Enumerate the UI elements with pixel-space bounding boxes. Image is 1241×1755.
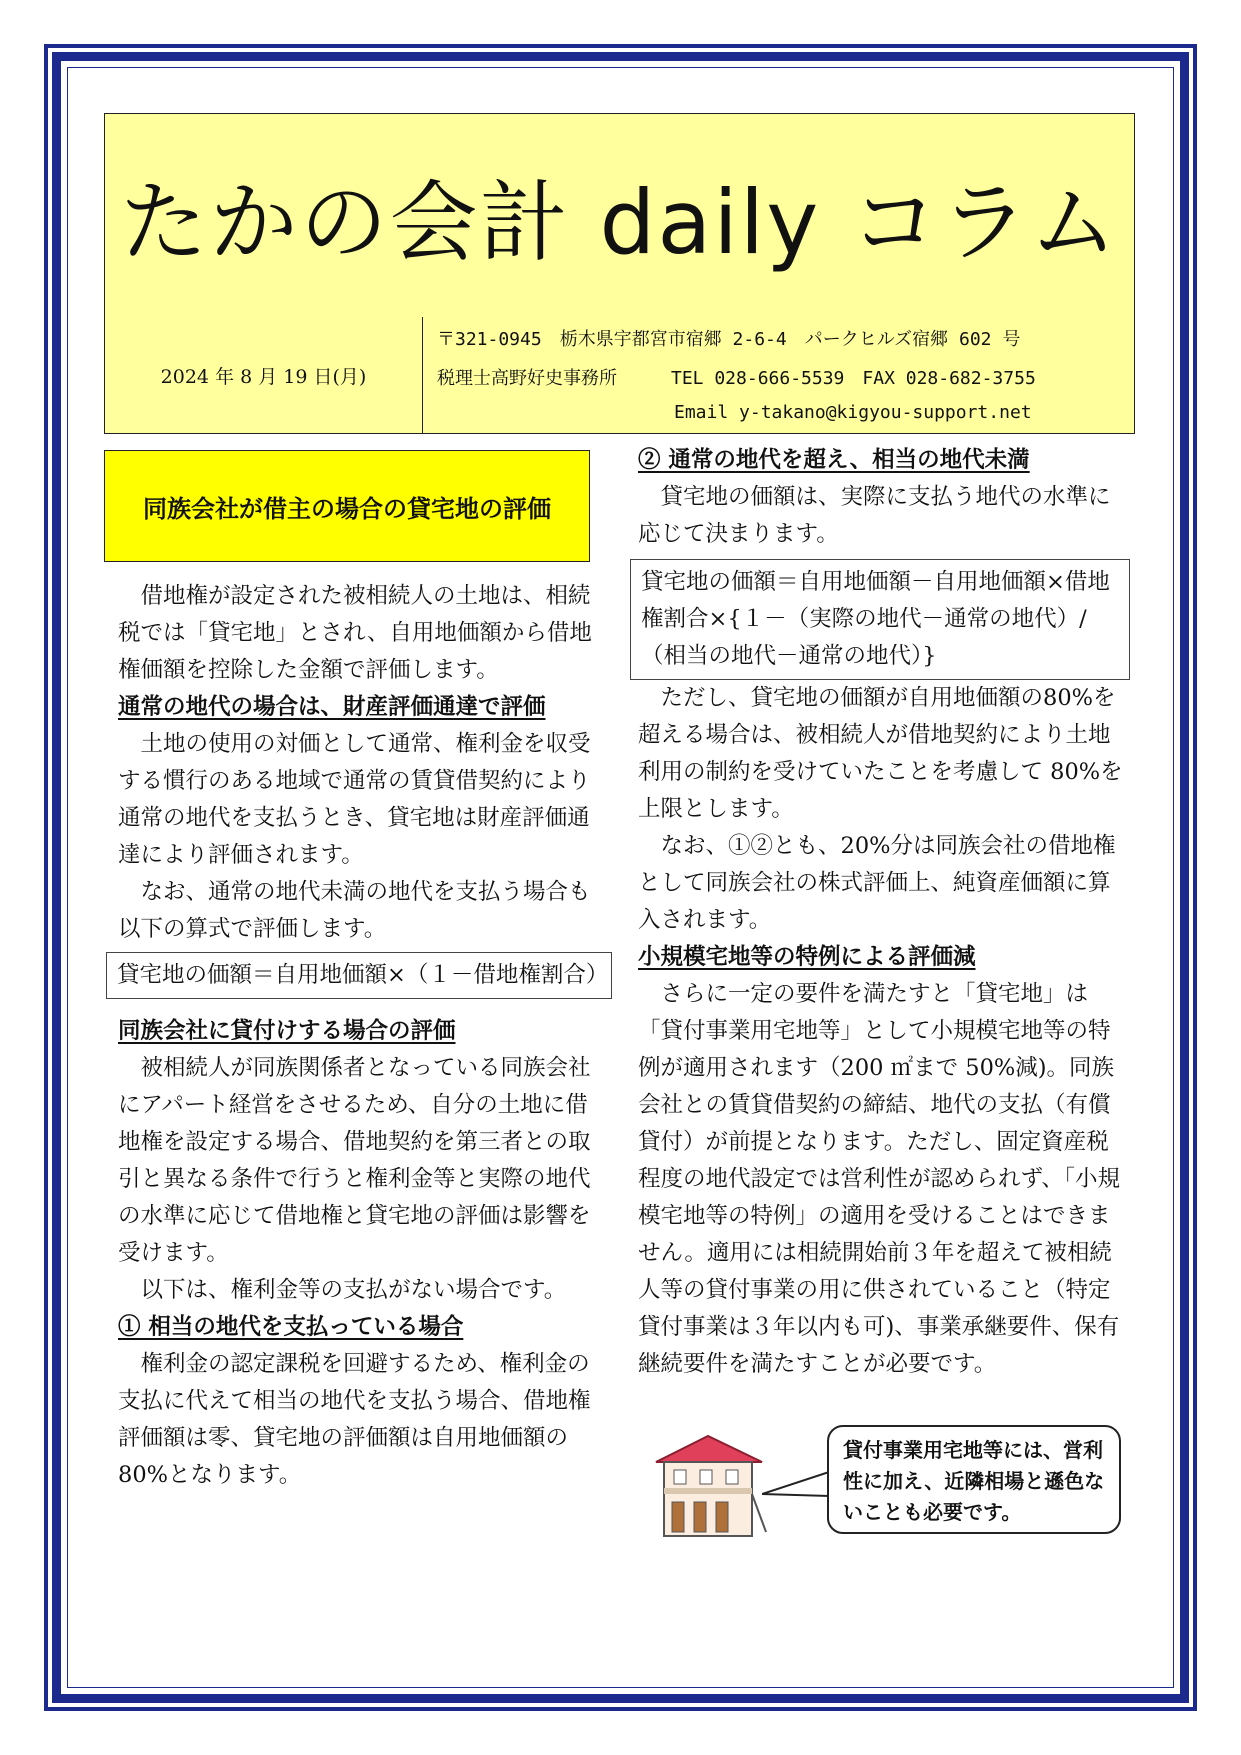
office-email[interactable]: Email y-takano@kigyou-support.net: [674, 402, 1032, 423]
office-address: 〒321-0945 栃木県宇都宮市宿郷 2-6-4 パークヒルズ宿郷 602 号: [437, 329, 1021, 350]
intro-paragraph: 借地権が設定された被相続人の土地は、相続税では「貸宅地」とされ、自用地価額から借地権価額を控除した金額で評価します。: [118, 583, 592, 683]
section-heading-small-land: 小規模宅地等の特例による評価減: [638, 944, 976, 970]
section-heading-fair-rent: ① 相当の地代を支払っている場合: [118, 1314, 464, 1340]
formula-box-1: 貸宅地の価額＝自用地価額×（１－借地権割合）: [106, 952, 612, 999]
formula-box-2: 貸宅地の価額＝自用地価額－自用地価額×借地権割合×{１－（実際の地代－通常の地代）/（相当の地代－通常の地代）}: [630, 559, 1130, 680]
article-title-box: [104, 450, 590, 562]
right-column: [638, 442, 1130, 1383]
masthead-info: [104, 317, 1135, 434]
house-illustration: [650, 1432, 768, 1540]
section-heading-normal-rent: 通常の地代の場合は、財産評価通達で評価: [118, 694, 546, 720]
paragraph-small-land: さらに一定の要件を満たすと「貸宅地」は「貸付事業用宅地等」として小規模宅地等の特例が適用されます（200 ㎡まで 50%減)。同族会社との賃貸借契約の締結、地代の支払（有償貸付）が前提となります。ただし、固定資産税程度の地代設定では営利性が認められず、「小規模宅地等の特例」の適用を受けることはできません。適用には相続開始前３年を超えて被相続人等の貸付事業の用に供されていること（特定貸付事業は３年以内も可)、事業承継要件、保有継続要件を満たすことが必要です。: [638, 981, 1120, 1377]
paragraph-between-rents: 貸宅地の価額は、実際に支払う地代の水準に応じて決まります。: [638, 484, 1111, 547]
issue-date: 2024 年 8 月 19 日(月): [105, 317, 423, 433]
paragraph-no-premium: 以下は、権利金等の支払がない場合です。: [140, 1277, 567, 1303]
office-contact: 税理士高野好史事務所 TEL 028-666-5539 FAX 028-682-3755: [437, 368, 1036, 389]
speech-bubble: 貸付事業用宅地等には、営利性に加え、近隣相場と遜色ないことも必要です。: [827, 1425, 1121, 1534]
left-column: [118, 578, 610, 1494]
section-heading-between-rents: ② 通常の地代を超え、相当の地代未満: [638, 447, 1030, 473]
masthead: [104, 113, 1135, 318]
paragraph-upper-limit: ただし、貸宅地の価額が自用地価額の80%を超える場合は、被相続人が借地契約により土地利用の制約を受けていたことを考慮して 80%を上限とします。: [638, 685, 1123, 822]
paragraph-normal-rent: 土地の使用の対価として通常、権利金を収受する慣行のある地域で通常の賃貸借契約により通常の地代を支払うとき、貸宅地は財産評価通達により評価されます。: [118, 731, 591, 868]
article-title: 同族会社が借主の場合の貸宅地の評価: [143, 494, 551, 523]
paragraph-below-normal: なお、通常の地代未満の地代を支払う場合も以下の算式で評価します。: [118, 879, 591, 942]
paragraph-fair-rent: 権利金の認定課税を回避するため、権利金の支払に代えて相当の地代を支払う場合、借地権評価額は零、貸宅地の評価額は自用地価額の 80%となります。: [118, 1351, 591, 1488]
paragraph-family-company: 被相続人が同族関係者となっている同族会社にアパート経営をさせるため、自分の土地に借地権を設定する場合、借地契約を第三者との取引と異なる条件で行うと権利金等と実際の地代の水準に応じて借地権と貸宅地の評価は影響を受けます。: [118, 1055, 591, 1266]
speech-bubble-tail: [762, 1466, 832, 1506]
paragraph-twenty-percent: なお、①②とも、20%分は同族会社の借地権として同族会社の株式評価上、純資産価額に算入されます。: [638, 833, 1116, 933]
section-heading-family-company: 同族会社に貸付けする場合の評価: [118, 1018, 456, 1044]
newsletter-title: たかの会計 daily コラム: [119, 170, 1120, 274]
